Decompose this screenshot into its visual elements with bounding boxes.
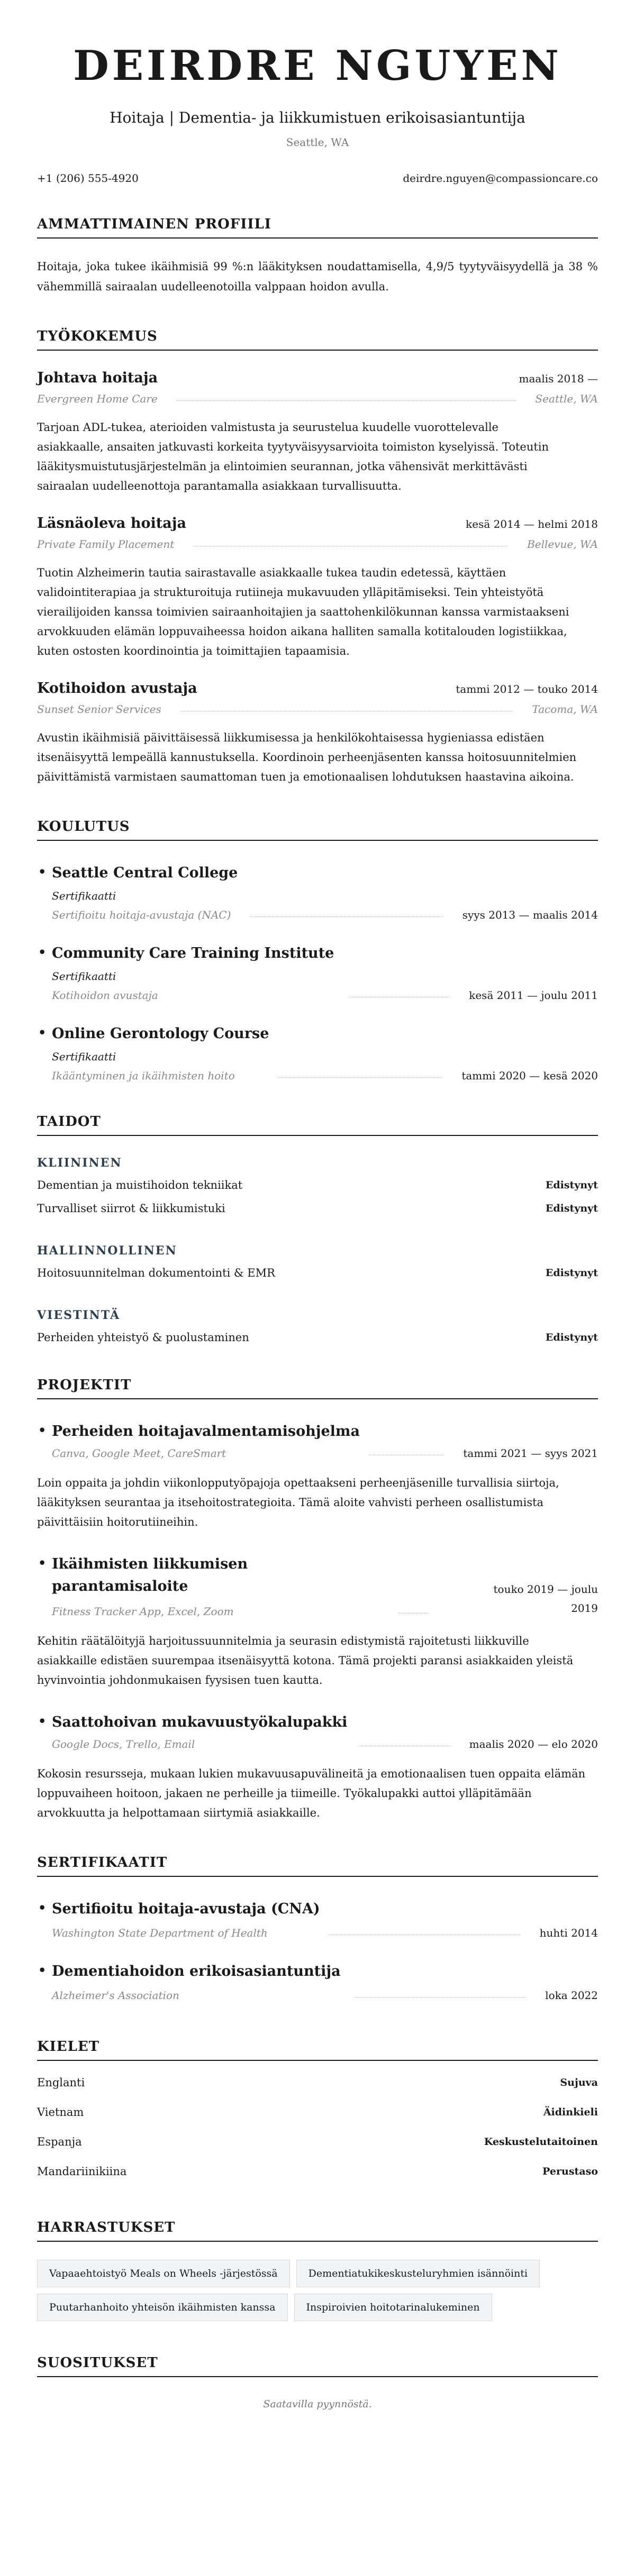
certification-entry — [37, 1960, 598, 2002]
email[interactable]: deirdre.nguyen@compassioncare.co — [403, 171, 598, 185]
candidate-name: DEIRDRE NGUYEN — [73, 42, 562, 90]
project-tools: Fitness Tracker App, Excel, Zoom — [52, 1605, 234, 1618]
certification-date: loka 2022 — [545, 1988, 598, 2002]
section-references — [37, 2355, 598, 2410]
skill-category: KLIININEN — [37, 1156, 122, 1170]
hobby-chip: Inspiroivien hoitotarinalukeminen — [294, 2294, 492, 2321]
skill-level: Edistynyt — [545, 1331, 598, 1343]
school-name: Online Gerontology Course — [52, 1025, 269, 1042]
bullet-icon: • — [38, 1713, 47, 1729]
section-experience — [37, 328, 598, 787]
certification-entry — [37, 1898, 598, 1939]
skill-name: Perheiden yhteistyö & puolustaminen — [37, 1331, 249, 1344]
hobby-chips — [37, 2260, 598, 2321]
language-row — [37, 2075, 598, 2091]
dotted-leader — [354, 1996, 526, 1997]
certification-name: Sertifioitu hoitaja-avustaja (CNA) — [52, 1900, 320, 1917]
job-title: Läsnäoleva hoitaja — [37, 515, 186, 531]
project-tools: Google Docs, Trello, Email — [52, 1737, 195, 1750]
project-entry — [37, 1553, 598, 1690]
bullet-icon: • — [38, 1024, 47, 1040]
degree: Sertifikaatti — [52, 1050, 116, 1063]
dotted-leader — [277, 1077, 443, 1078]
references-text: Saatavilla pyynnöstä. — [263, 2398, 372, 2410]
project-description: Kokosin resursseja, mukaan lukien mukavuusapuvälineitä ja emotionaalisen tuen oppaita elämän loppuvaiheen hoitoon, jakaen ne perheille ja tiimeille. Työkalupakki auttoi ylläpitämään arvokkuutta ja helpottamaan siirtymiä asiakkaille. — [37, 1767, 586, 1819]
bullet-icon: • — [38, 944, 47, 960]
bullet-icon: • — [38, 1900, 47, 1915]
education-dates: tammi 2020 — kesä 2020 — [461, 1069, 598, 1082]
bullet-icon: • — [38, 1555, 47, 1571]
section-languages — [37, 2039, 598, 2179]
job-dates: tammi 2012 — touko 2014 — [456, 682, 598, 695]
job-entry — [37, 680, 598, 787]
bullet-icon: • — [38, 864, 47, 879]
project-entry — [37, 1711, 598, 1823]
section-title: KIELET — [37, 2039, 598, 2061]
section-title: PROJEKTIT — [37, 1377, 598, 1399]
project-description: Kehitin räätälöityjä harjoitussuunnitelmia ja seurasin edistymistä rajoitetusti liikkuville asiakkaille edistäen suurempaa itsenäisyyttä kotona. Tämä projekti paransi asiakkaiden yleistä hyvinvointia johdonmukaisen fyysisen tuen kautta. — [37, 1634, 574, 1686]
profile-text: Hoitaja, joka tukee ikäihmisiä 99 %:n lääkityksen noudattamisella, 4,9/5 tyytyväisyydellä ja 38 % vähemmillä sairaalan uudelleenotoilla valppaan hoidon avulla. — [37, 260, 598, 293]
company: Private Family Placement — [37, 537, 175, 551]
skill-row — [37, 1177, 598, 1193]
language-name: Espanja — [37, 2135, 82, 2148]
language-row — [37, 2104, 598, 2120]
skill-row — [37, 1200, 598, 1216]
hobby-chip: Vapaaehtoistyö Meals on Wheels -järjestössä — [37, 2260, 290, 2287]
dotted-leader — [398, 1613, 429, 1614]
education-dates: syys 2013 — maalis 2014 — [462, 908, 598, 921]
hobby-chip: Puutarhanhoito yhteisön ikäihmisten kanssa — [37, 2294, 288, 2321]
job-location: Seattle, WA — [535, 392, 598, 405]
project-name: Saattohoivan mukavuustyökalupakki — [52, 1713, 348, 1730]
section-skills — [37, 1114, 598, 1345]
phone[interactable]: +1 (206) 555-4920 — [37, 171, 139, 185]
job-dates: maalis 2018 — — [519, 372, 598, 385]
project-entry — [37, 1420, 598, 1532]
section-profile — [37, 216, 598, 297]
project-description: Loin oppaita ja johdin viikonlopputyöpajoja opettaakseni perheenjäsenille turvallisia siirtoja, lääkityksen seurantaa ja itsehoitostrategioita. Tämä aloite vahvisti perheen osallistumista päivittäisiin hoitorutiineihin. — [37, 1476, 559, 1528]
certification-name: Dementiahoidon erikoisasiantuntija — [52, 1963, 341, 1979]
section-title: TYÖKOKEMUS — [37, 328, 598, 351]
job-location: Tacoma, WA — [532, 702, 598, 716]
skill-name: Hoitosuunnitelman dokumentointi & EMR — [37, 1266, 275, 1279]
skill-category: HALLINNOLLINEN — [37, 1243, 177, 1258]
dotted-leader — [329, 1934, 521, 1935]
skill-level: Edistynyt — [545, 1202, 598, 1214]
job-entry — [37, 370, 598, 496]
headline: Hoitaja | Dementia- ja liikkumistuen erikoisasiantuntija — [110, 108, 525, 126]
section-title: KOULUTUS — [37, 819, 598, 841]
skill-name: Turvalliset siirrot & liikkumistuki — [37, 1202, 225, 1215]
language-level: Perustaso — [542, 2165, 598, 2177]
job-location: Bellevue, WA — [527, 537, 598, 551]
school-name: Seattle Central College — [52, 864, 238, 881]
hobby-chip: Dementiatukikeskusteluryhmien isännöinti — [296, 2260, 540, 2287]
language-name: Vietnam — [37, 2105, 84, 2119]
education-entry — [37, 1023, 598, 1082]
job-title: Johtava hoitaja — [37, 369, 158, 386]
job-description: Tarjoan ADL-tukea, aterioiden valmistusta ja seurustelua kuudelle vuorottelevalle asiakkaalle, ansaiten jatkuvasti korkeita tyytyväisyysarvioita toimiston kyselyissä. Toteutin lääkitysmuistutusjärjestelmän ja elintoimien seurannan, jotka vähensivät merkittävästi sairaalan uudelleenottoja parantamalla asiakkaan turvallisuutta. — [37, 420, 549, 492]
section-title: HARRASTUKSET — [37, 2220, 598, 2242]
skill-level: Edistynyt — [545, 1267, 598, 1279]
location: Seattle, WA — [286, 135, 349, 149]
section-title: TAIDOT — [37, 1114, 598, 1136]
certification-issuer: Washington State Department of Health — [52, 1926, 268, 1939]
section-hobbies — [37, 2220, 598, 2321]
field-of-study: Ikääntyminen ja ikäihmisten hoito — [52, 1069, 235, 1082]
company: Evergreen Home Care — [37, 392, 158, 405]
language-name: Mandariinikiina — [37, 2165, 127, 2178]
skill-level: Edistynyt — [545, 1179, 598, 1191]
certification-issuer: Alzheimer's Association — [52, 1988, 179, 2002]
dotted-leader — [180, 710, 513, 711]
project-name: Ikäihmisten liikkumisen parantamisaloite — [52, 1555, 248, 1594]
skill-row — [37, 1265, 598, 1281]
language-level: Äidinkieli — [543, 2106, 598, 2118]
job-title: Kotihoidon avustaja — [37, 680, 197, 696]
project-name: Perheiden hoitajavalmentamisohjelma — [52, 1423, 360, 1440]
job-description: Avustin ikäihmisiä päivittäisessä liikkumisessa ja henkilökohtaisessa hygieniassa edistäen itsenäisyyttä lempeällä kannustuksella. Koordinoin perheenjäsenten kanssa hoitosuunnitelmien päivittämistä varmistaen saumattoman tuen ja emotionaalisen lohdutuksen haastavina aikoina. — [37, 731, 577, 783]
resume-page — [37, 0, 598, 2463]
degree: Sertifikaatti — [52, 889, 116, 902]
skill-category: VIESTINTÄ — [37, 1308, 121, 1322]
section-certifications — [37, 1855, 598, 2002]
language-name: Englanti — [37, 2076, 85, 2089]
dotted-leader — [193, 545, 508, 546]
education-entry — [37, 942, 598, 1002]
project-tools: Canva, Google Meet, CareSmart — [52, 1446, 226, 1460]
dotted-leader — [177, 400, 516, 401]
section-title: AMMATTIMAINEN PROFIILI — [37, 216, 598, 239]
dotted-leader — [349, 996, 450, 997]
education-entry — [37, 862, 598, 921]
language-level: Sujuva — [560, 2076, 598, 2088]
bullet-icon: • — [38, 1962, 47, 1978]
certification-date: huhti 2014 — [539, 1926, 598, 1939]
job-description: Tuotin Alzheimerin tautia sairastavalle asiakkaalle tukea taudin edetessä, käyttäen validointiterapiaa ja strukturoituja rutiineja mukavuuden ylläpitämiseksi. Tein yhteistyötä vierailijoiden kanssa toimivien sairaanhoitajien ja saattohenkilökunnan kanssa varmistaakseni arvokkuuden elämän loppuvaiheessa hoidon aikana halliten samalla kotitalouden logistiikkaa, kuten ostosten koordinointia ja toimittajien tapaamisia. — [37, 566, 569, 657]
resume-header — [37, 42, 598, 185]
bullet-icon: • — [38, 1422, 47, 1438]
project-dates: maalis 2020 — elo 2020 — [469, 1737, 598, 1750]
contact-row — [37, 172, 598, 185]
project-dates: tammi 2021 — syys 2021 — [463, 1446, 598, 1460]
education-dates: kesä 2011 — joulu 2011 — [469, 988, 598, 1002]
project-dates: touko 2019 — joulu 2019 — [493, 1582, 598, 1615]
dotted-leader — [250, 916, 443, 917]
section-education — [37, 819, 598, 1082]
school-name: Community Care Training Institute — [52, 945, 334, 961]
skill-name: Dementian ja muistihoidon tekniikat — [37, 1178, 243, 1191]
job-entry — [37, 515, 598, 661]
language-level: Keskustelutaitoinen — [484, 2135, 598, 2148]
section-title: SERTIFIKAATIT — [37, 1855, 598, 1877]
language-row — [37, 2164, 598, 2179]
field-of-study: Sertifioitu hoitaja-avustaja (NAC) — [52, 908, 231, 921]
skill-row — [37, 1330, 598, 1345]
language-row — [37, 2134, 598, 2150]
company: Sunset Senior Services — [37, 702, 161, 716]
job-dates: kesä 2014 — helmi 2018 — [466, 517, 598, 530]
section-projects — [37, 1377, 598, 1823]
section-title: SUOSITUKSET — [37, 2355, 598, 2377]
field-of-study: Kotihoidon avustaja — [52, 988, 158, 1002]
degree: Sertifikaatti — [52, 969, 116, 983]
